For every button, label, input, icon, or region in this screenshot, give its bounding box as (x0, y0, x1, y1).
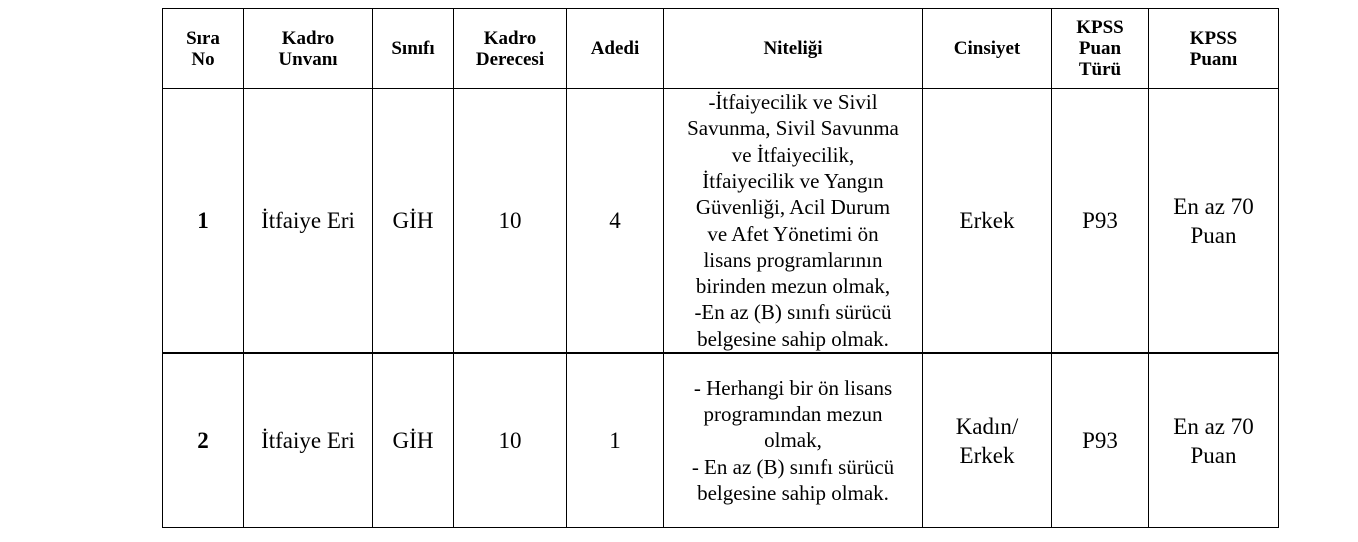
cell-sinifi: GİH (373, 353, 454, 528)
cell-cinsiyet: Erkek (923, 89, 1052, 354)
cell-kadro-unvani: İtfaiye Eri (244, 353, 373, 528)
header-kadro-derecesi: Kadro Derecesi (454, 9, 567, 89)
header-kpss-puani: KPSS Puanı (1149, 9, 1279, 89)
cell-sira-no: 1 (163, 89, 244, 354)
cell-kpss-puani: En az 70 Puan (1149, 89, 1279, 354)
header-row (163, 9, 1279, 89)
cell-sira-no: 2 (163, 353, 244, 528)
table-row (163, 89, 1279, 354)
cell-kadro-derecesi: 10 (454, 353, 567, 528)
header-adedi: Adedi (567, 9, 664, 89)
kadro-table (162, 8, 1279, 528)
cell-kadro-unvani: İtfaiye Eri (244, 89, 373, 354)
header-cinsiyet: Cinsiyet (923, 9, 1052, 89)
header-niteligi: Niteliği (664, 9, 923, 89)
header-sira-no: Sıra No (163, 9, 244, 89)
cell-niteligi: -İtfaiyecilik ve Sivil Savunma, Sivil Savunma ve İtfaiyecilik, İtfaiyecilik ve Yangın Güvenliği, Acil Durum ve Afet Yönetimi ön lisans programlarının birinden mezun olmak, -En az (B) sınıfı sürücü belgesine sahip olmak. (664, 89, 923, 354)
cell-sinifi: GİH (373, 89, 454, 354)
cell-kadro-derecesi: 10 (454, 89, 567, 354)
table-row (163, 353, 1279, 528)
cell-kpss-puan-turu: P93 (1052, 353, 1149, 528)
cell-adedi: 1 (567, 353, 664, 528)
cell-adedi: 4 (567, 89, 664, 354)
header-kadro-unvani: Kadro Unvanı (244, 9, 373, 89)
cell-kpss-puan-turu: P93 (1052, 89, 1149, 354)
cell-cinsiyet: Kadın/ Erkek (923, 353, 1052, 528)
header-sinifi: Sınıfı (373, 9, 454, 89)
header-kpss-puan-turu: KPSS Puan Türü (1052, 9, 1149, 89)
cell-niteligi: - Herhangi bir ön lisans programından mezun olmak, - En az (B) sınıfı sürücü belgesine sahip olmak. (664, 353, 923, 528)
cell-kpss-puani: En az 70 Puan (1149, 353, 1279, 528)
